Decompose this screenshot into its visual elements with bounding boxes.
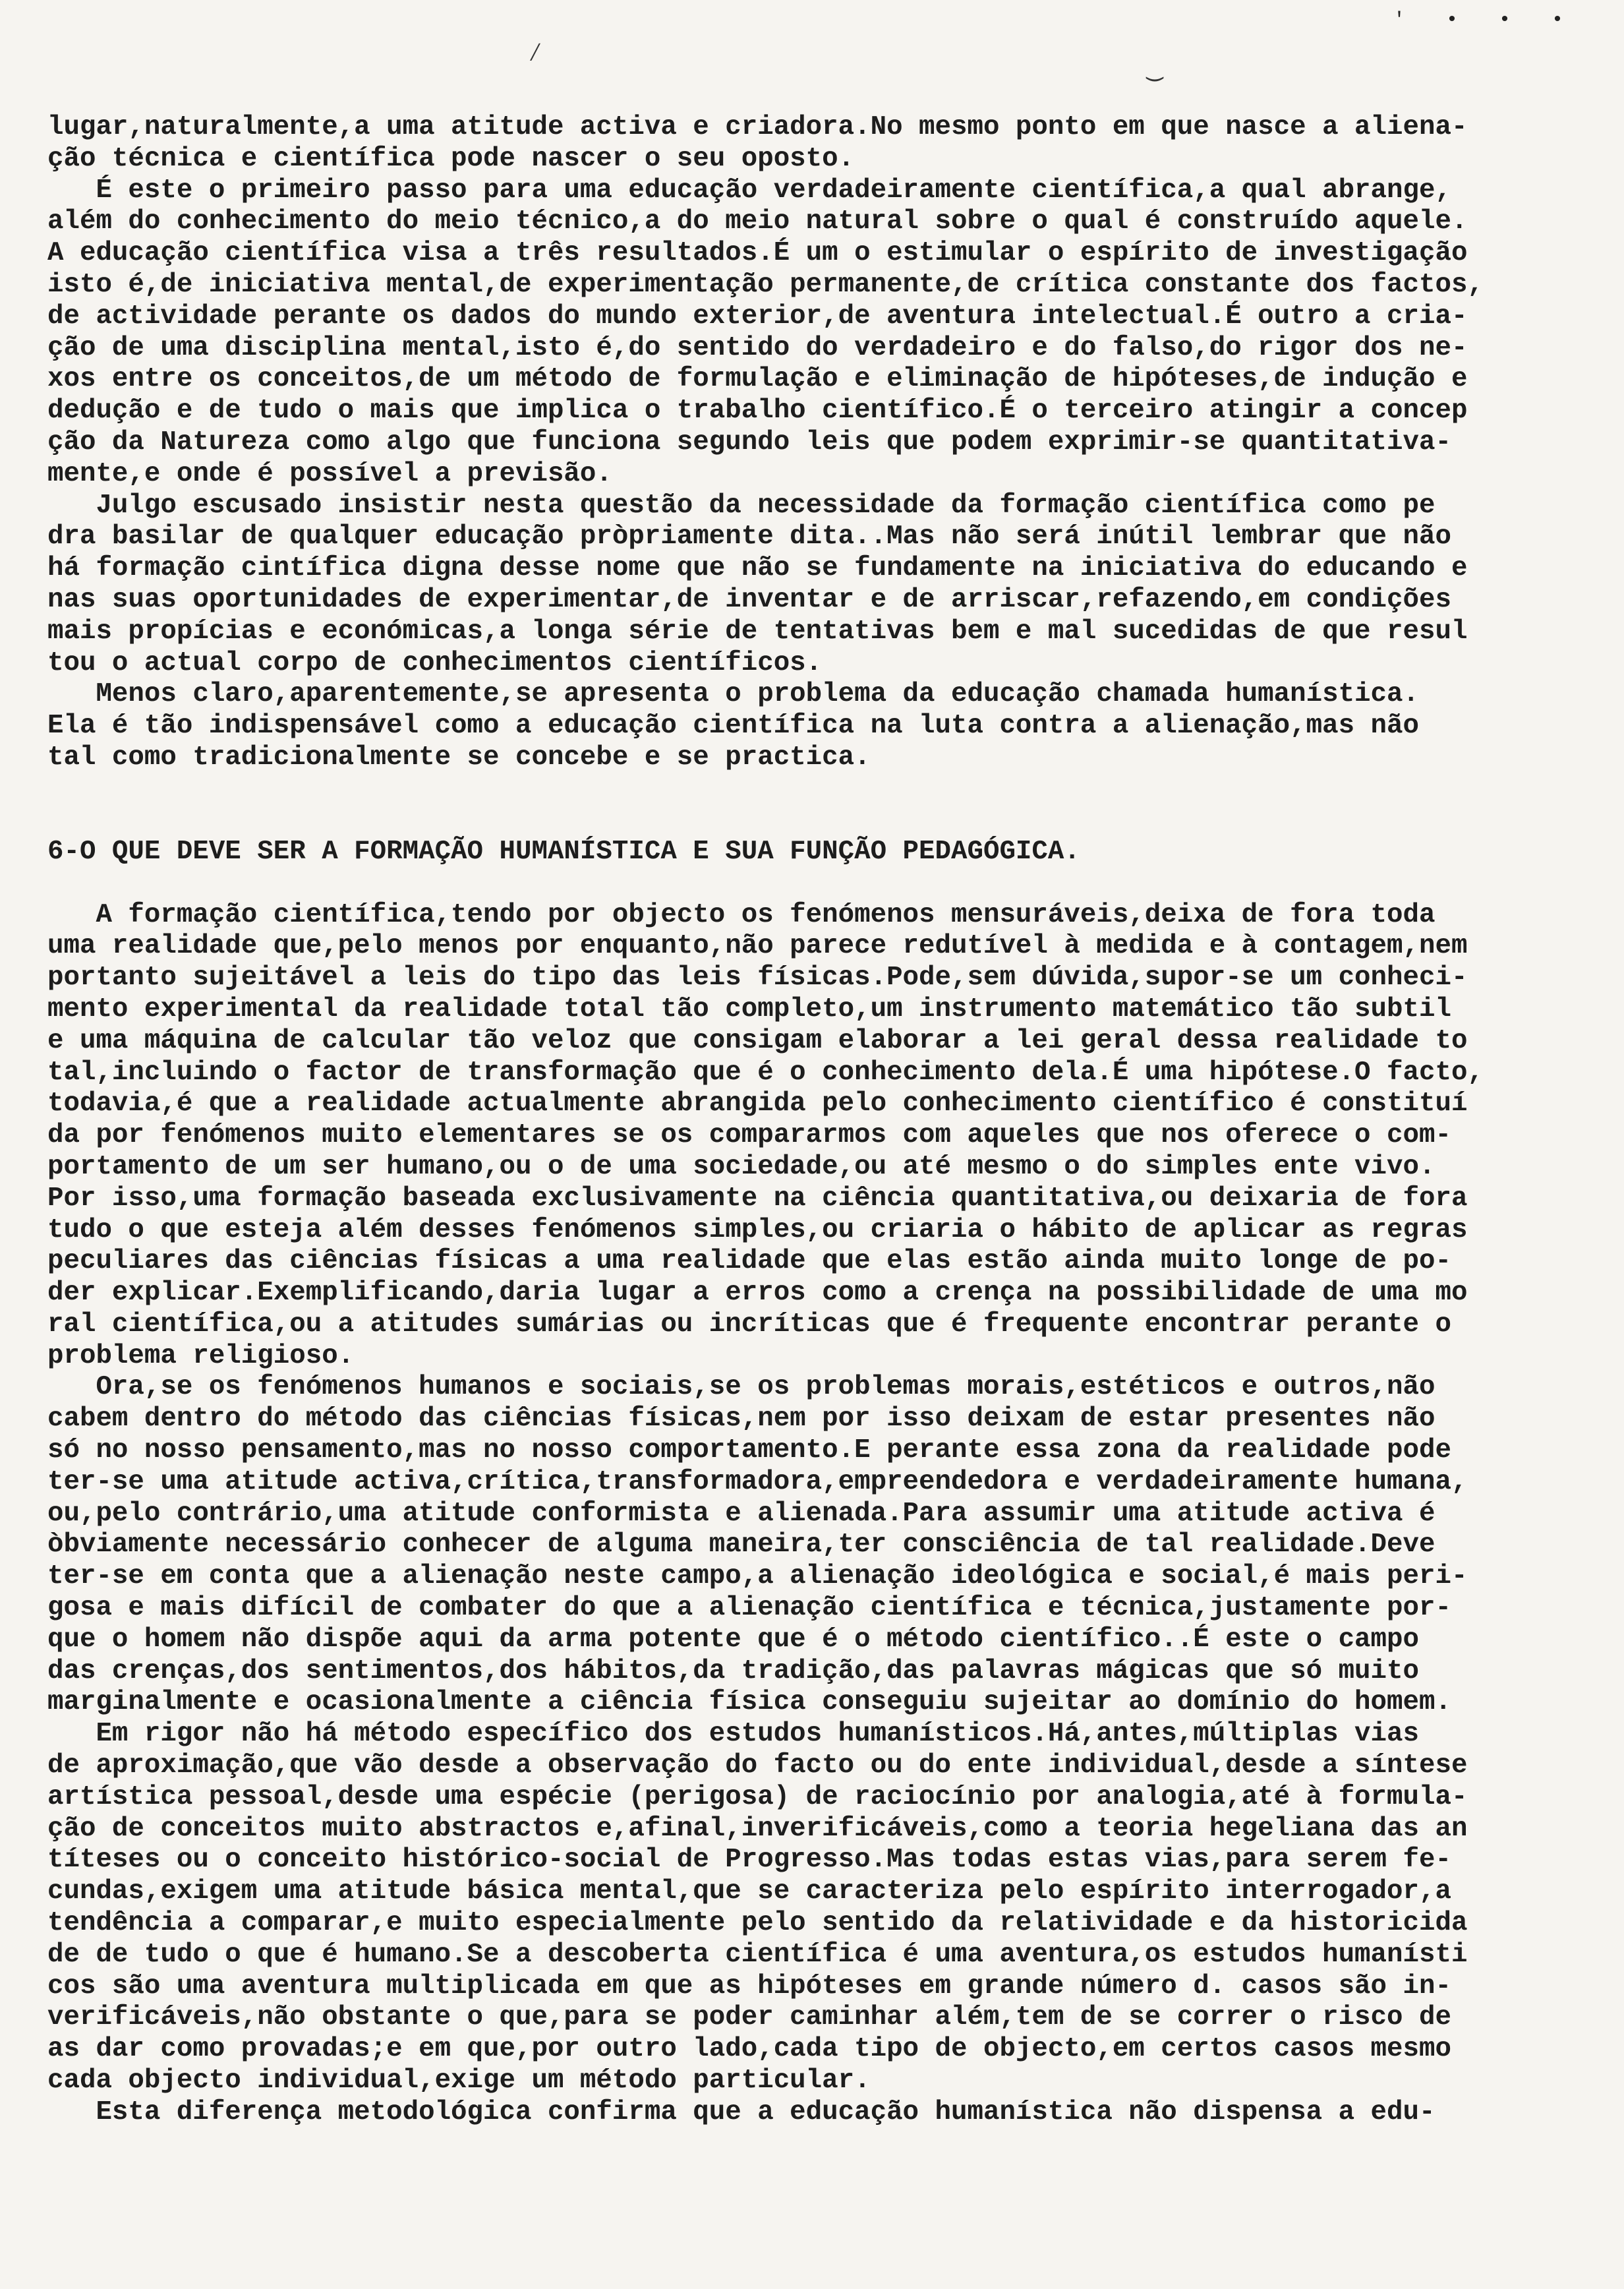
ink-speck: ⁄ — [527, 40, 544, 69]
paragraph-measurable-phenomena: A formação científica,tendo por objecto os fenómenos mensuráveis,deixa de fora toda uma realidade que,pelo menos por enquanto,não parece redutível à medida e à contagem,nem portanto sujeitável a leis do tipo das leis físicas.Pode,sem dúvida,supor-se um conheci- mento experimental da realidade total tão completo,um instrumento matemático tão subtil e uma máquina de calcular tão veloz que consigam elaborar a lei geral dessa realidade to tal,incluindo o factor de transformação que é o conhecimento dela.É uma hipótese.O facto, todavia,é que a realidade actualmente abrangida pelo conhecimento científico é constituí da por fenómenos muito elementares se os compararmos com aqueles que nos oferece o com- portamento de um ser humano,ou o de uma sociedade,ou até mesmo o do simples ente vivo. Por isso,uma formação baseada exclusivamente na ciência quantitativa,ou deixaria de fora tudo o que esteja além desses fenómenos simples,ou criaria o hábito de aplicar as regras peculiares das ciências físicas a uma realidade que elas estão ainda muito longe de po- der explicar.Exemplificando,daria lugar a erros como a crença na possibilidade de uma mo ral científica,ou a atitudes sumárias ou incríticas que é frequente encontrar perante o problema religioso. — [47, 899, 1484, 1371]
paragraph-human-social-phenomena: Ora,se os fenómenos humanos e sociais,se os problemas morais,estéticos e outros,não cabem dentro do método das ciências físicas,nem por isso deixam de estar presentes não só no nosso pensamento,mas no nosso comportamento.E perante essa zona da realidade pode ter-se uma atitude activa,crítica,transformadora,empreendedora e verdadeiramente humana, ou,pelo contrário,uma atitude conformista e alienada.Para assumir uma atitude activa é òbviamente necessário conhecer de alguma maneira,ter consciência de tal realidade.Deve ter-se em conta que a alienação neste campo,a alienação ideológica e social,é mais peri- gosa e mais difícil de combater do que a alienação científica e técnica,justamente por- que o homem não dispõe aqui da arma potente que é o método científico..É este o campo das crenças,dos sentimentos,dos hábitos,da tradição,das palavras mágicas que só muito marginalmente e ocasionalmente a ciência física conseguiu sujeitar ao domínio do homem. — [47, 1372, 1468, 1718]
paragraph-continuation: lugar,naturalmente,a uma atitude activa e criadora.No mesmo ponto em que nasce a aliena- ção técnica e científica pode nascer o seu oposto. — [47, 112, 1468, 174]
paragraph-scientific-formation: Julgo escusado insistir nesta questão da necessidade da formação científica como pe dra basilar de qualquer educação pròpriamente dita..Mas não será inútil lembrar que não há formação cintífica digna desse nome que não se fundamente na iniciativa do educando e nas suas oportunidades de experimentar,de inventar e de arriscar,refazendo,em condições mais propícias e económicas,a longa série de tentativas bem e mal sucedidas de que resul tou o actual corpo de conhecimentos científicos. — [47, 490, 1468, 678]
paragraph-methodological-difference: Esta diferença metodológica confirma que a educação humanística não dispensa a edu- — [47, 2096, 1436, 2127]
spacer — [47, 868, 1557, 900]
page-corner-marks: ' • • • — [1393, 9, 1578, 32]
spacer — [47, 774, 1557, 837]
page-body — [47, 112, 1557, 2129]
ink-speck: ‿ — [1147, 54, 1163, 84]
section-heading: 6-O QUE DEVE SER A FORMAÇÃO HUMANÍSTICA E SUA FUNÇÃO PEDAGÓGICA. — [47, 836, 1080, 867]
paragraph-scientific-education: É este o primeiro passo para uma educação verdadeiramente científica,a qual abrange, além do conhecimento do meio técnico,a do meio natural sobre o qual é construído aquele. A educação científica visa a três resultados.É um o estimular o espírito de investigação isto é,de iniciativa mental,de experimentação permanente,de crítica constante dos factos, de actividade perante os dados do mundo exterior,de aventura intelectual.É outro a cria- ção de uma disciplina mental,isto é,do sentido do verdadeiro e do falso,do rigor dos ne- xos entre os conceitos,de um método de formulação e eliminação de hipóteses,de indução e dedução e de tudo o mais que implica o trabalho científico.É o terceiro atingir a concep ção da Natureza como algo que funciona segundo leis que podem exprimir-se quantitativa- mente,e onde é possível a previsão. — [47, 175, 1484, 489]
paragraph-humanistic-problem: Menos claro,aparentemente,se apresenta o problema da educação chamada humanística. Ela é tão indispensável como a educação científica na luta contra a alienação,mas não tal como tradicionalmente se concebe e se practica. — [47, 679, 1419, 773]
paragraph-humanistic-method: Em rigor não há método específico dos estudos humanísticos.Há,antes,múltiplas vias de aproximação,que vão desde a observação do facto ou do ente individual,desde a síntese artística pessoal,desde uma espécie (perigosa) de raciocínio por analogia,até à formula- ção de conceitos muito abstractos e,afinal,inverificáveis,como a teoria hegeliana das an títeses ou o conceito histórico-social de Progresso.Mas todas estas vias,para serem fe- cundas,exigem uma atitude básica mental,que se caracteriza pelo espírito interrogador,a tendência a comparar,e muito especialmente pelo sentido da relatividade e da historicida de de tudo o que é humano.Se a descoberta científica é uma aventura,os estudos humanísti cos são uma aventura multiplicada em que as hipóteses em grande número d. casos são in- verificáveis,não obstante o que,para se poder caminhar além,tem de se correr o risco de as dar como provadas;e em que,por outro lado,cada tipo de objecto,em certos casos mesmo cada objecto individual,exige um método particular. — [47, 1719, 1468, 2096]
